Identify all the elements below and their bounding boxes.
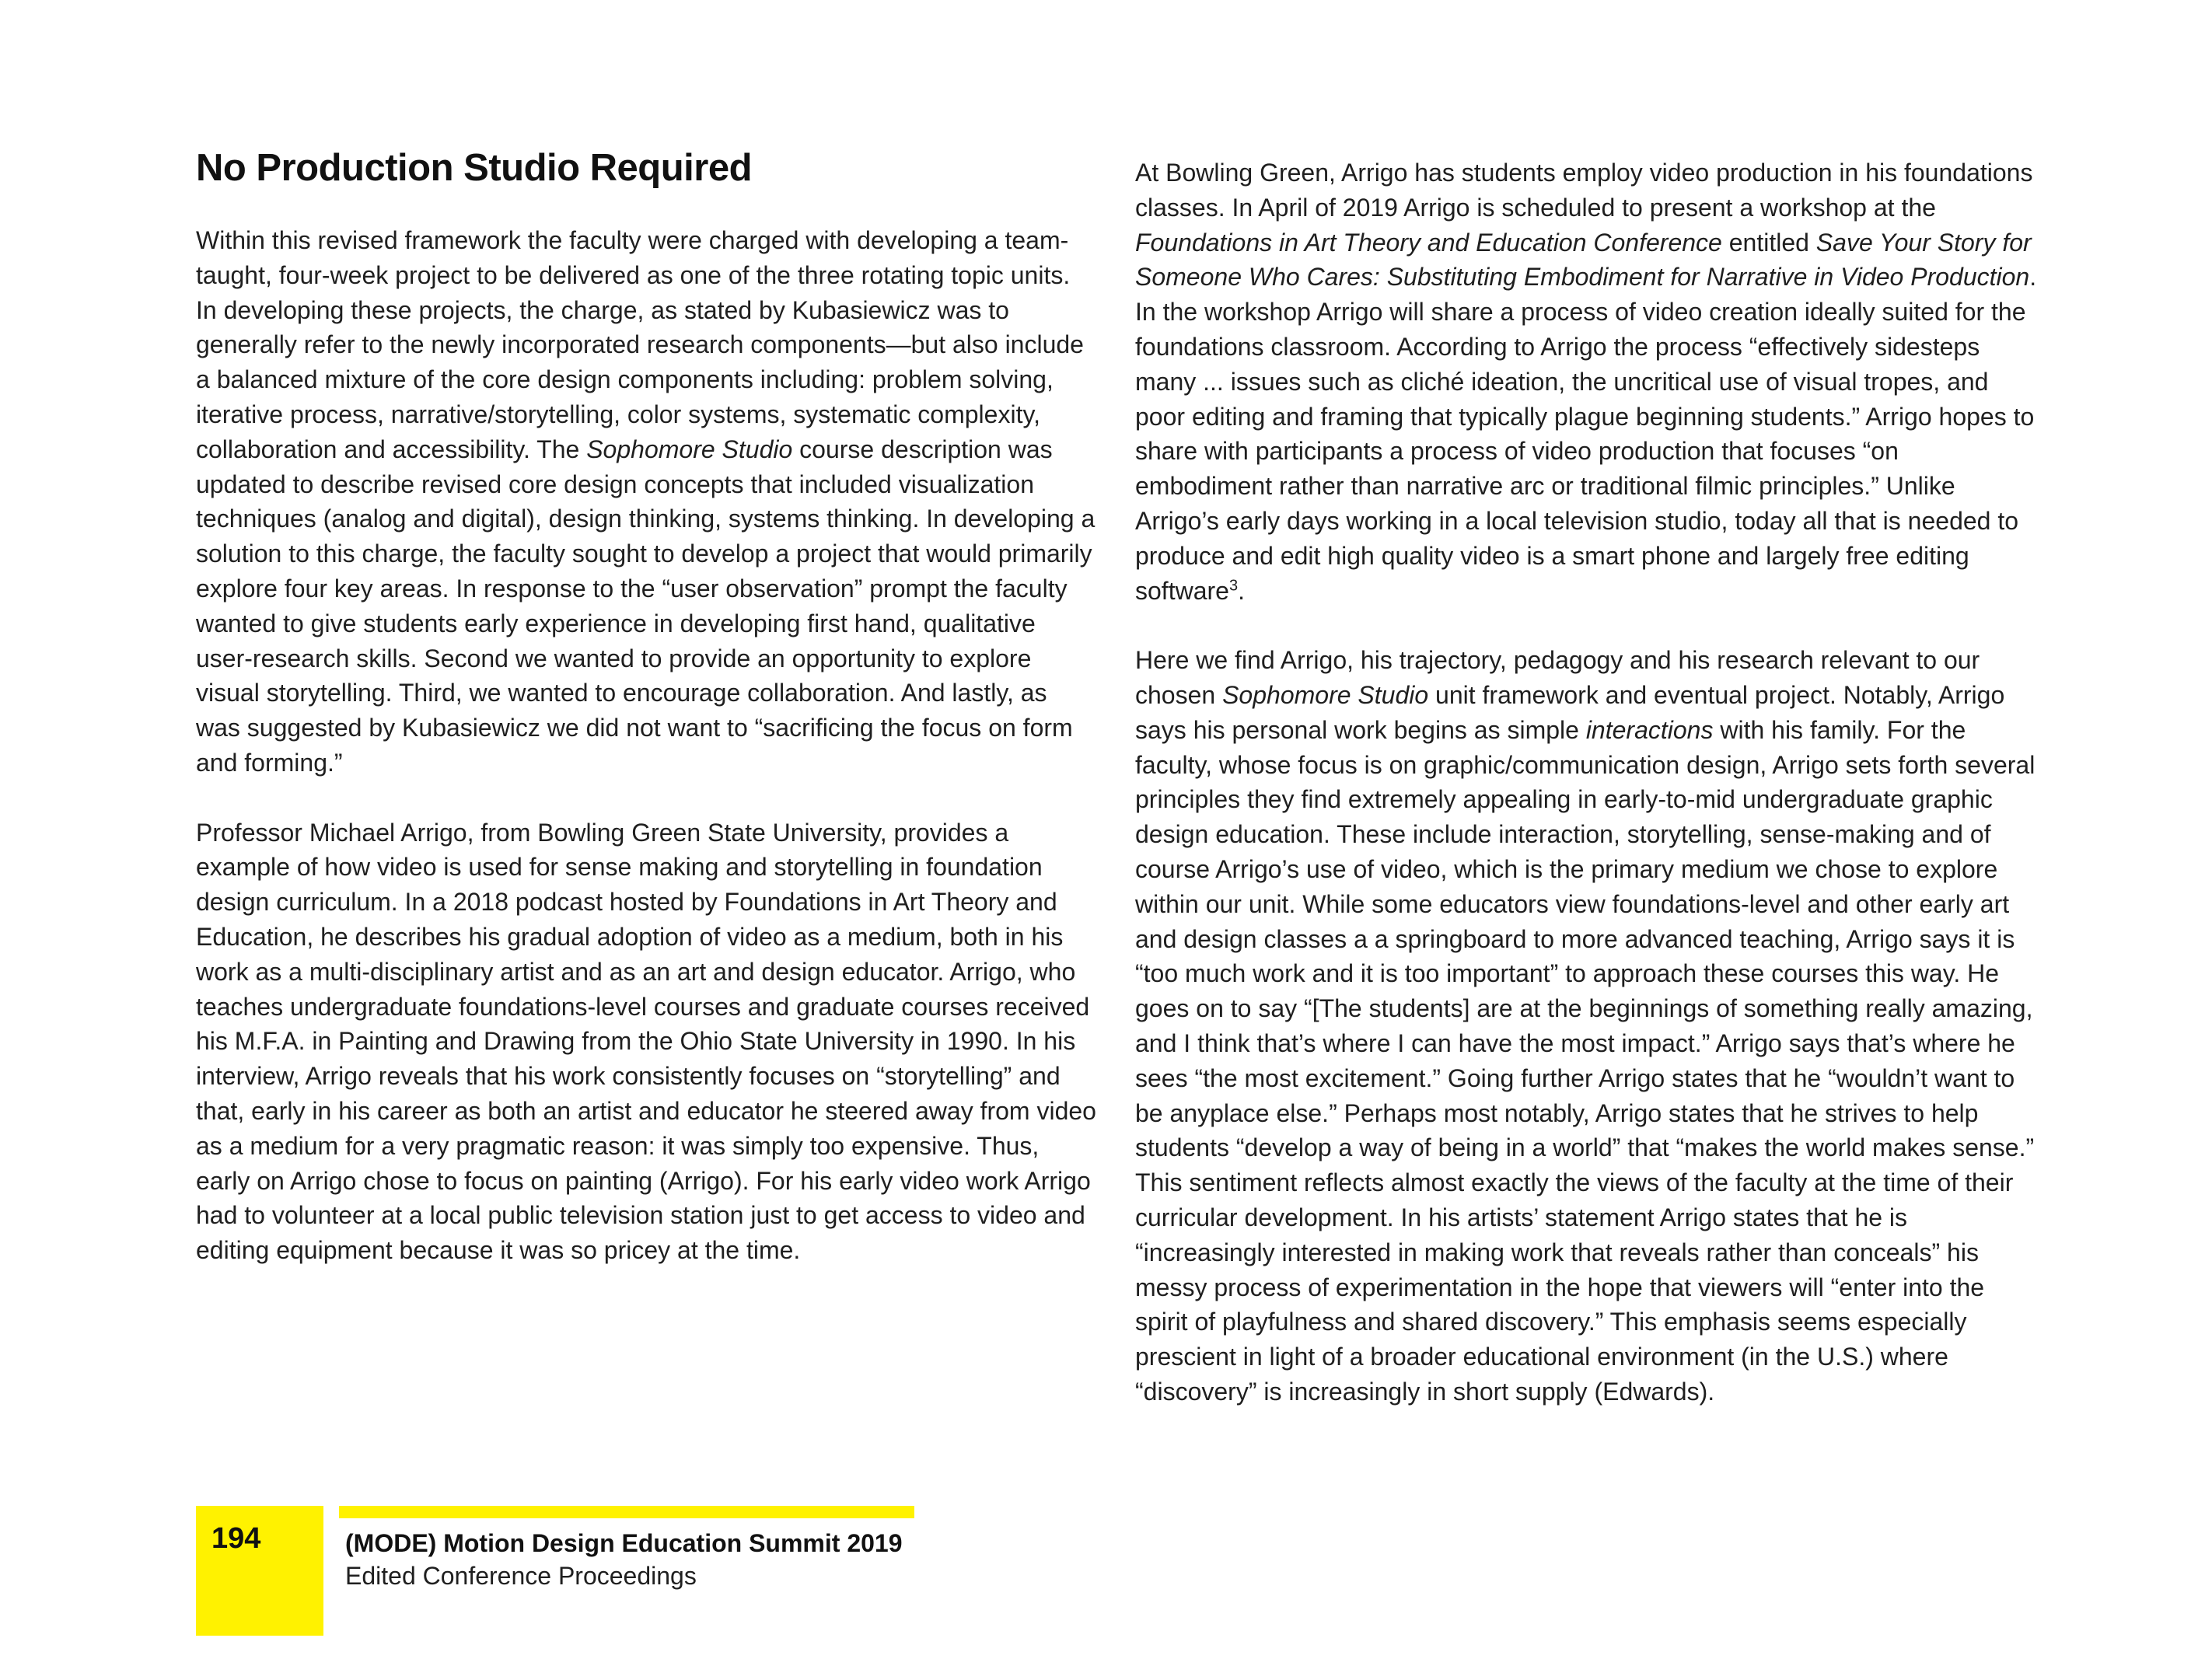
text-run: Here we find Arrigo, his trajectory, pedagogy and his research relevant to our chosen bbox=[1135, 646, 1980, 709]
page-number: 194 bbox=[211, 1522, 261, 1555]
left-paragraph-1 bbox=[196, 223, 1096, 781]
page-number-box bbox=[196, 1506, 323, 1636]
text-run: unit framework and eventual project. Notably, Arrigo says his personal work begins as simple bbox=[1135, 680, 2005, 744]
text-run: entitled bbox=[1721, 228, 1816, 257]
italic-text: Sophomore Studio bbox=[1222, 680, 1429, 709]
footnote-marker: 3 bbox=[1228, 576, 1239, 594]
text-run: At Bowling Green, Arrigo has students employ video production in his foundations classes. In April of 2019 Arrigo is scheduled to present a workshop at the bbox=[1135, 159, 2033, 222]
italic-text: Save Your Story for Someone Who Cares: Substituting Embodiment for Narrative in Video Production bbox=[1135, 228, 2032, 292]
footer-rule bbox=[339, 1506, 914, 1518]
text-run: Within this revised framework the faculty were charged with developing a team-taught, four-week project to be delivered as one of the three rotating topic units. In developing these projects, the charge, as stated by Kubasiewicz was to generally refer to the newly incorporated research components—but also include a balanced mixture of the core design components including: problem solving, iterative process, narrative/storytelling, color systems, systematic complexity, collaboration and accessibility. The bbox=[196, 226, 1084, 463]
text-run: course description was updated to describe revised core design concepts that included visualization techniques (analog and digital), design thinking, systems thinking. In developing a solution to this charge, the faculty sought to develop a project that would primarily explore four key areas. In response to the “user observation” prompt the faculty wanted to give students early experience in developing first hand, qualitative user-research skills. Second we wanted to provide an opportunity to explore visual storytelling. Third, we wanted to encourage collaboration. And lastly, as was suggested by Kubasiewicz we did not want to “sacrificing the focus on form and forming.” bbox=[196, 435, 1096, 777]
text-run: with his family. For the faculty, whose focus is on graphic/communication design, Arrigo sets forth several principles they find extremely appealing in early-to-mid undergraduate graphic design education. These include interaction, storytelling, sense-making and of course Arrigo’s use of video, which is the primary medium we chose to explore within our unit. While some educators view foundations-level and other early art and design classes a a springboard to more advanced teaching, Arrigo says it is “too much work and it is too important” to approach these courses this way. He goes on to say “[The students] are at the beginnings of something really amazing, and I think that’s where I can have the most impact.” Arrigo says that’s where he sees “the most excitement.” Going further Arrigo states that he “wouldn’t want to be anyplace else.” Perhaps most notably, Arrigo states that he strives to help students “develop a way of being in a world” that “makes the world makes sense.” This sentiment reflects almost exactly the views of the faculty at the time of their curricular development. In his artists’ statement Arrigo states that he is “increasingly interested in making work that reveals rather than conceals” his messy process of experimentation in the hope that viewers will “enter into the spirit of playfulness and shared discovery.” This emphasis seems especially prescient in light of a broader educational environment (in the U.S.) where “discovery” is increasingly in short supply (Edwards). bbox=[1135, 715, 2036, 1406]
italic-text: Foundations in Art Theory and Education Conference bbox=[1135, 228, 1722, 257]
left-paragraph-2: Professor Michael Arrigo, from Bowling Green State University, provides a example of how video is used for sense making and storytelling in foundation design curriculum. In a 2018 podcast hosted by Foundations in Art Theory and Education, he describes his gradual adoption of video as a medium, both in his work as a multi-disciplinary artist and as an art and design educator. Arrigo, who teaches undergraduate foundations-level courses and graduate courses received his M.F.A. in Painting and Drawing from the Ohio State University in 1990. In his interview, Arrigo reveals that his work consistently focuses on “storytelling” and that, early in his career as both an artist and educator he steered away from video as a medium for a very pragmatic reason: it was simply too expensive. Thus, early on Arrigo chose to focus on painting (Arrigo). For his early video work Arrigo had to volunteer at a local public television station just to get access to video and editing equipment because it was so pricey at the time. bbox=[196, 818, 1096, 1265]
right-column bbox=[1135, 155, 2037, 1409]
text-run: . bbox=[1238, 576, 1245, 605]
footer-title: (MODE) Motion Design Education Summit 2019 bbox=[345, 1529, 903, 1557]
italic-text: Sophomore Studio bbox=[586, 435, 793, 463]
left-column bbox=[196, 223, 1096, 1268]
right-paragraph-1 bbox=[1135, 155, 2037, 608]
footer-subtitle: Edited Conference Proceedings bbox=[345, 1562, 697, 1590]
right-paragraph-2 bbox=[1135, 643, 2037, 1409]
text-run: . In the workshop Arrigo will share a process of video creation ideally suited for the foundations classroom. According to Arrigo the process “effectively sidesteps many ... issues such as cliché ideation, the uncritical use of visual tropes, and poor editing and framing that typically plague beginning students.” Arrigo hopes to share with participants a process of video production that focuses “on embodiment rather than narrative arc or traditional filmic principles.” Unlike Arrigo’s early days working in a local television studio, today all that is needed to produce and edit high quality video is a smart phone and largely free editing software bbox=[1135, 263, 2037, 605]
section-heading: No Production Studio Required bbox=[196, 147, 753, 189]
italic-text: interactions bbox=[1585, 715, 1714, 744]
